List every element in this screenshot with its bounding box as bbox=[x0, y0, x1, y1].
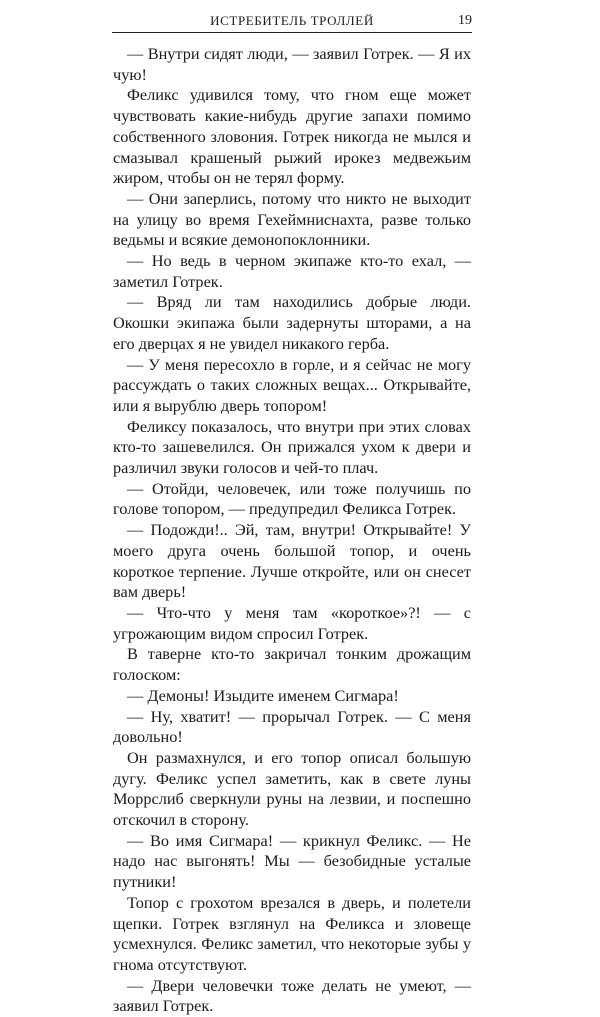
paragraph: Феликсу показалось, что внутри при этих словах кто-то зашевелился. Он прижался ухом к двери и различил звуки голосов и чей-то плач. bbox=[113, 416, 471, 478]
page-number: 19 bbox=[458, 13, 472, 28]
paragraph: — Двери человечки тоже делать не умеют, — заявил Готрек. bbox=[113, 975, 471, 1016]
paragraph: — Ну, хватит! — прорычал Готрек. — С меня довольно! bbox=[113, 706, 471, 747]
paragraph: — Вряд ли там находились добрые люди. Окошки экипажа были задернуты шторами, а на его дверцах я не увидел никакого герба. bbox=[113, 292, 471, 353]
paragraph: — Во имя Сигмара! — крикнул Феликс. — Не надо нас выгонять! Мы — безобидные усталые путники! bbox=[113, 830, 471, 892]
paragraph: — Они заперлись, потому что никто не выходит на улицу во время Гехеймниснахта, разве только ведьмы и всякие демонопоклонники. bbox=[113, 188, 471, 250]
body-text bbox=[113, 44, 471, 1017]
paragraph: — Демоны! Изыдите именем Сигмара! bbox=[127, 685, 399, 705]
paragraph: — Отойди, человечек, или тоже получишь по голове топором, — предупредил Феликса Готрек. bbox=[113, 478, 471, 519]
paragraph: Он размахнулся, и его топор описал большую дугу. Феликс успел заметить, как в свете луны Моррслиб сверкнули руны на лезвии, и поспешно отскочил в сторону. bbox=[113, 747, 471, 830]
paragraph: — Но ведь в черном экипаже кто-то ехал, — заметил Готрек. bbox=[113, 251, 471, 291]
running-title: ИСТРЕБИТЕЛЬ ТРОЛЛЕЙ bbox=[210, 13, 374, 28]
paragraph: — Внутри сидят люди, — заявил Готрек. — Я их чую! bbox=[113, 44, 471, 84]
paragraph: — У меня пересохло в горле, и я сейчас не могу рассуждать о таких сложных вещах... Открывайте, или я вырублю дверь топором! bbox=[113, 354, 471, 415]
paragraph: Топор с грохотом врезался в дверь, и полетели щепки. Готрек взглянул на Феликса и зловеще усмехнулся. Феликс заметил, что некоторые зубы у гнома отсутствуют. bbox=[113, 892, 471, 974]
paragraph: В таверне кто-то закричал тонким дрожащим голоском: bbox=[113, 644, 471, 685]
paragraph: — Что-что у меня там «короткое»?! — с угрожающим видом спросил Готрек. bbox=[113, 602, 471, 643]
running-header bbox=[112, 10, 472, 33]
paragraph: — Подожди!.. Эй, там, внутри! Открывайте! У моего друга очень большой топор, и очень короткое терпение. Лучше откройте, или он снесет вам дверь! bbox=[113, 520, 471, 602]
paragraph: Феликс удивился тому, что гном еще может чувствовать какие-нибудь другие запахи помимо собственного зловония. Готрек никогда не мылся и смазывал крашеный рыжий ирокез медвежьим жиром, чтобы он не терял форму. bbox=[113, 85, 471, 188]
